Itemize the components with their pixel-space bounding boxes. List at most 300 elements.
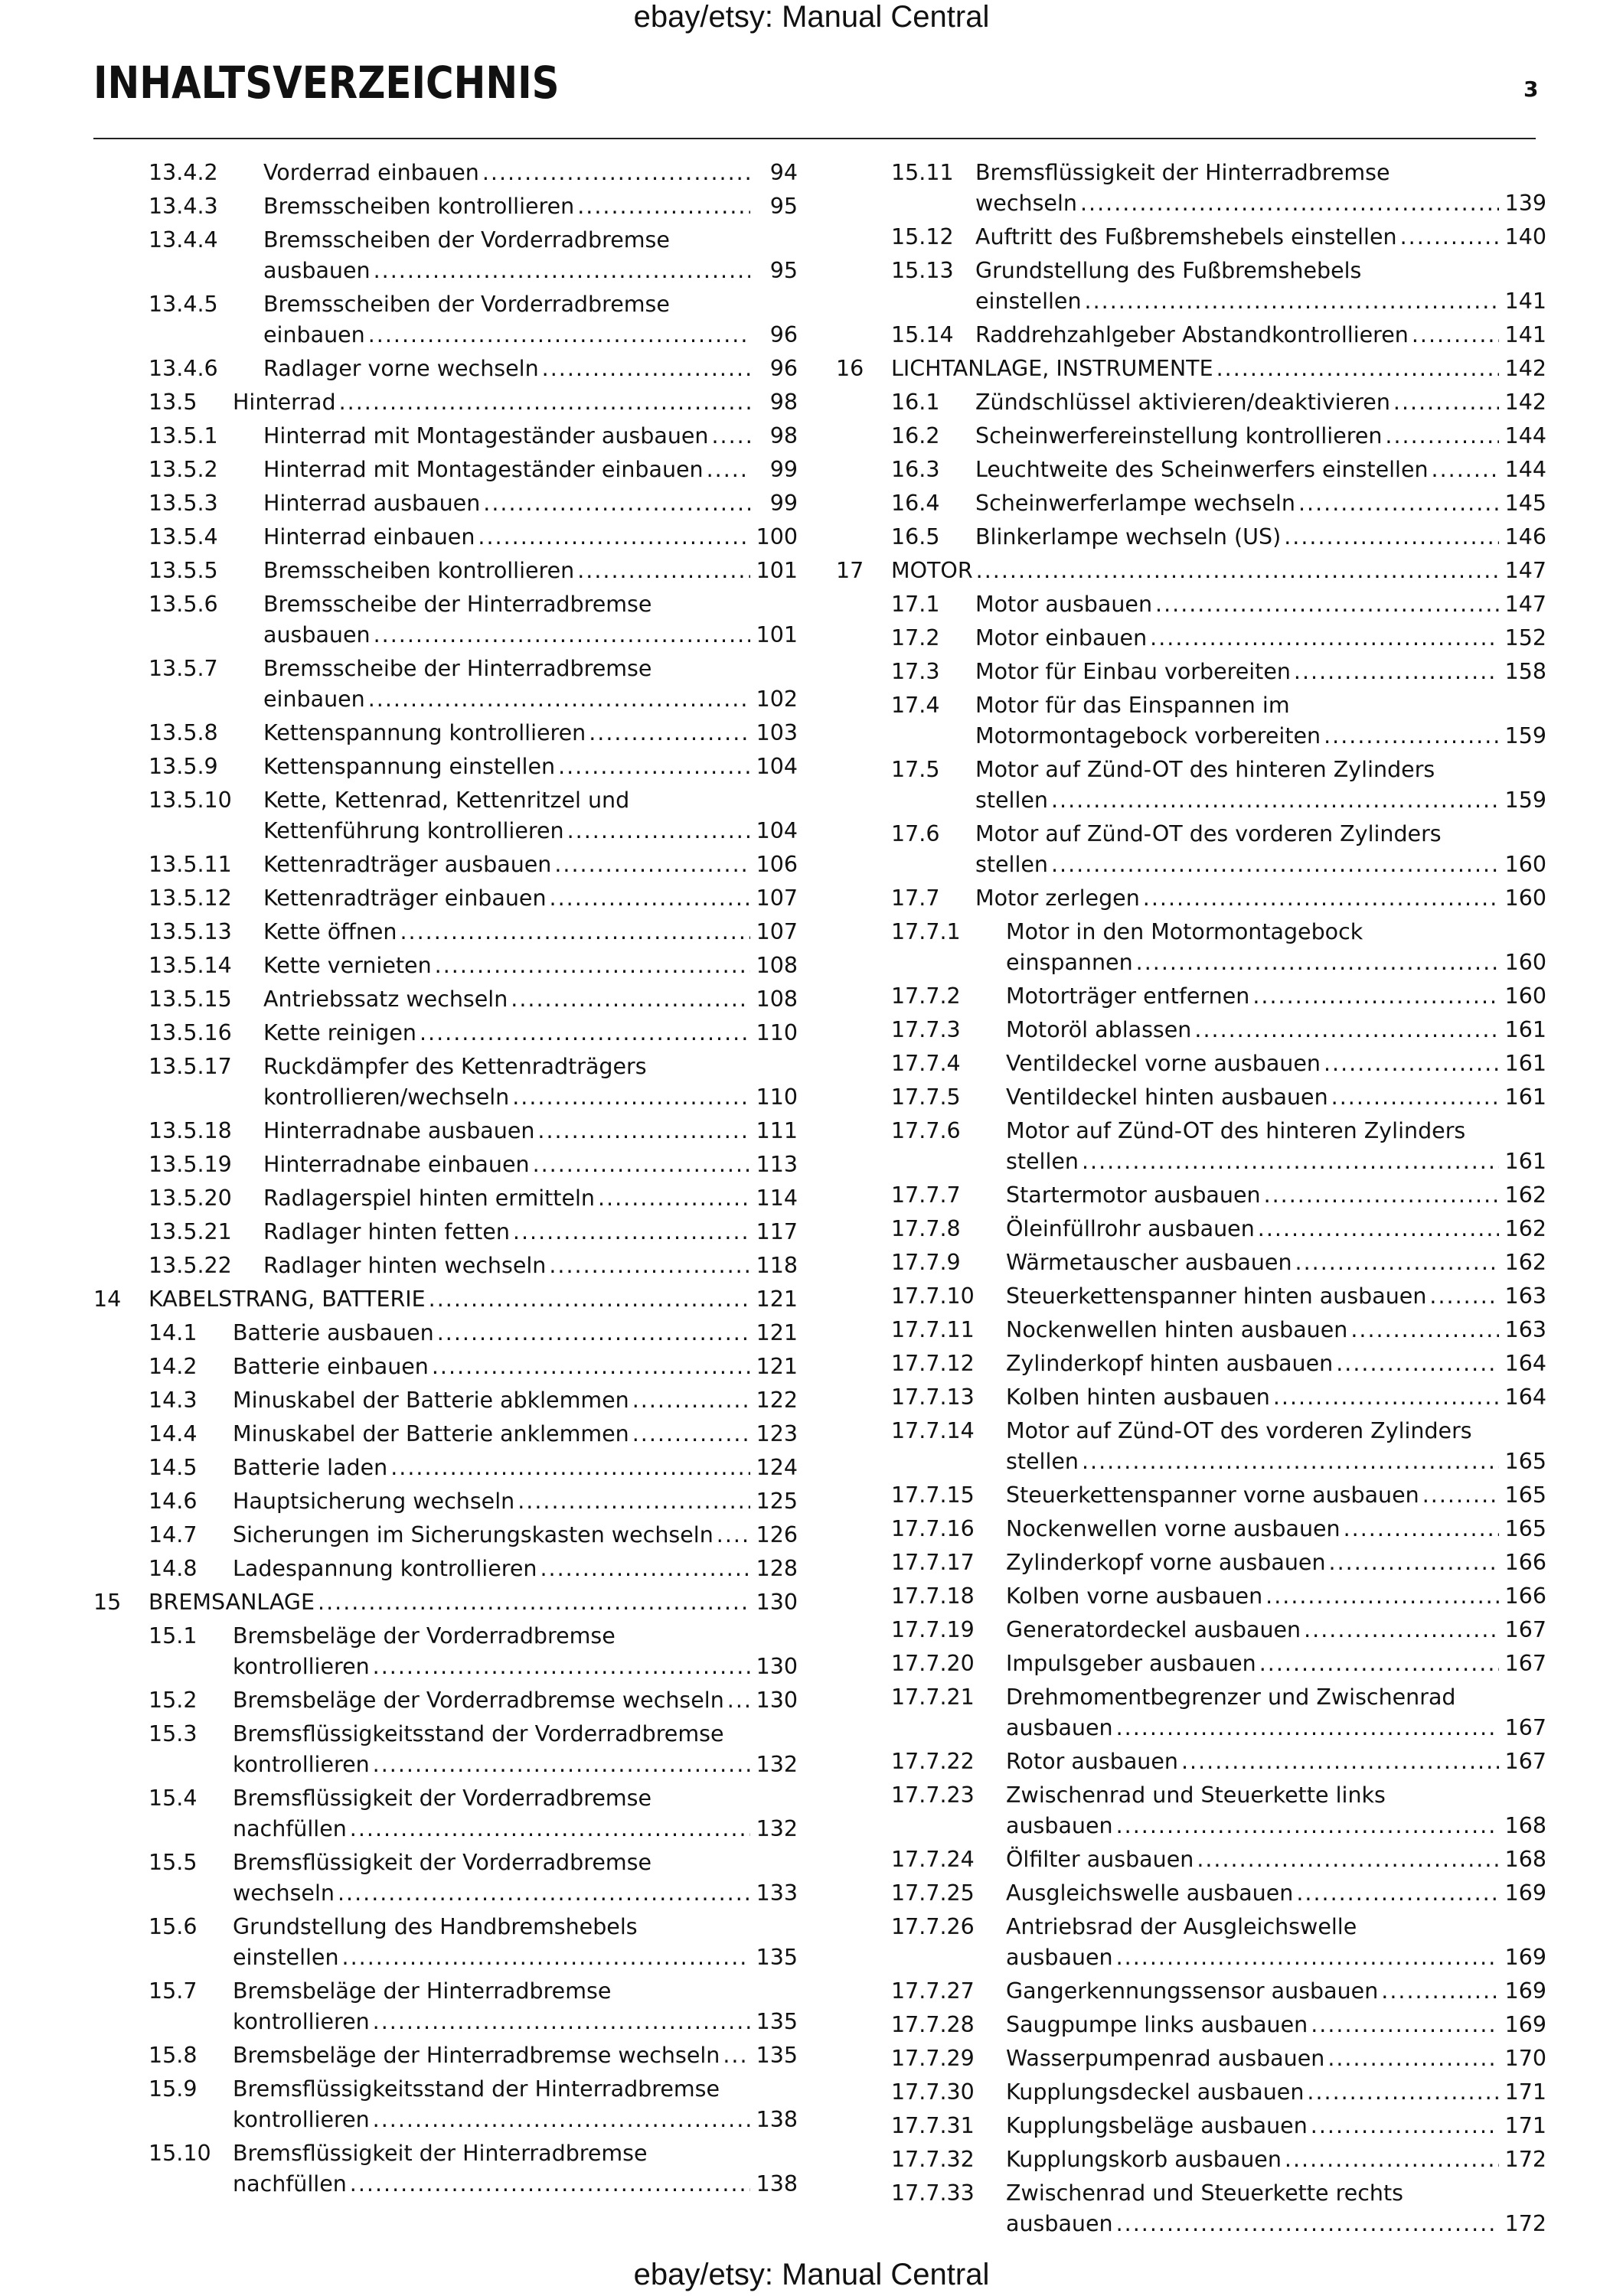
- toc-entry-page: 163: [1504, 1283, 1546, 1309]
- toc-entry-title-line: Bremsscheiben der Vorderradbremse: [263, 292, 670, 317]
- toc-entry-title-line: Kettenradträger ausbauen: [263, 852, 552, 877]
- toc-entry[interactable]: [836, 1116, 1546, 1177]
- toc-entry-number: 13.5.8: [149, 720, 218, 745]
- toc-entry-title-line: ausbauen: [263, 258, 371, 283]
- toc-entry-title-line: Grundstellung des Handbremshebels: [233, 1914, 638, 1939]
- toc-entry-title-line: Hinterrad: [233, 390, 336, 415]
- toc-entry-page: 96: [769, 356, 798, 381]
- toc-entry-title-line: Steuerkettenspanner hinten ausbauen: [1006, 1283, 1427, 1309]
- dot-leader: [598, 1183, 750, 1214]
- dot-leader: [1082, 1446, 1499, 1477]
- dot-leader: [1116, 1942, 1499, 1973]
- toc-entry[interactable]: [93, 1587, 798, 1618]
- toc-entry[interactable]: [836, 1615, 1546, 1645]
- dot-leader: [429, 1284, 750, 1315]
- toc-entry-title-line: Radlager hinten fetten: [263, 1219, 510, 1244]
- toc-entry-title-line: Bremsflüssigkeit der Vorderradbremse: [233, 1850, 651, 1875]
- toc-entry-title-line: einbauen: [263, 687, 365, 712]
- toc-entry[interactable]: [836, 387, 1546, 418]
- dot-leader: [1080, 188, 1499, 219]
- dot-leader: [374, 620, 750, 651]
- toc-entry-page: 130: [756, 1688, 798, 1713]
- toc-entry-page: 106: [756, 852, 798, 877]
- toc-entry[interactable]: [836, 354, 1546, 384]
- toc-entry[interactable]: [836, 1746, 1546, 1777]
- toc-entry[interactable]: [836, 1015, 1546, 1045]
- toc-entry[interactable]: [836, 1682, 1546, 1743]
- toc-entry-title-line: Nockenwellen hinten ausbauen: [1006, 1317, 1348, 1342]
- toc-entry[interactable]: [93, 387, 798, 418]
- toc-entry-number: 15.8: [149, 2043, 198, 2068]
- toc-entry-number: 13.5.5: [149, 558, 218, 583]
- toc-entry[interactable]: [93, 1018, 798, 1049]
- toc-entry-page: 169: [1504, 1880, 1546, 1906]
- toc-entry-number: 17.7.28: [891, 2012, 975, 2037]
- toc-entry[interactable]: [836, 1780, 1546, 1841]
- toc-entry-title-line: Wasserpumpenrad ausbauen: [1006, 2046, 1325, 2071]
- toc-entry[interactable]: [836, 1049, 1546, 1079]
- toc-entry-page: 169: [1504, 2012, 1546, 2037]
- toc-entry[interactable]: [836, 455, 1546, 485]
- dot-leader: [577, 556, 750, 586]
- dot-leader: [1085, 286, 1499, 317]
- toc-entry[interactable]: [93, 589, 798, 651]
- toc-entry[interactable]: [836, 2010, 1546, 2040]
- toc-entry[interactable]: [93, 1554, 798, 1584]
- toc-entry[interactable]: [93, 718, 798, 748]
- toc-entry-number: 15.9: [149, 2076, 198, 2102]
- toc-entry[interactable]: [93, 1419, 798, 1450]
- toc-entry[interactable]: [93, 917, 798, 947]
- toc-entry[interactable]: [836, 421, 1546, 452]
- toc-entry-number: 13.5.3: [149, 491, 218, 516]
- toc-entry[interactable]: [836, 981, 1546, 1012]
- toc-entry-title-line: Zwischenrad und Steuerkette rechts: [1006, 2180, 1403, 2206]
- toc-entry[interactable]: [93, 850, 798, 880]
- dot-leader: [512, 1082, 750, 1113]
- toc-entry[interactable]: [836, 1382, 1546, 1413]
- toc-entry[interactable]: [93, 1486, 798, 1517]
- toc-entry-number: 13.5.2: [149, 457, 218, 482]
- toc-entry[interactable]: [836, 1082, 1546, 1113]
- toc-entry-title-line: Kette öffnen: [263, 919, 397, 944]
- toc-entry[interactable]: [93, 984, 798, 1015]
- toc-entry-number: 13.5.15: [149, 987, 232, 1012]
- toc-entry-number: 14.4: [149, 1421, 198, 1446]
- toc-entry-number: 13.5.4: [149, 524, 218, 550]
- toc-entry[interactable]: [93, 158, 798, 188]
- dot-leader: [1336, 1349, 1499, 1379]
- toc-entry[interactable]: [93, 522, 798, 553]
- toc-entry-page: 95: [769, 258, 798, 283]
- page-title: INHALTSVERZEICHNIS: [93, 57, 560, 109]
- toc-entry[interactable]: [93, 1217, 798, 1247]
- toc-entry[interactable]: [93, 1453, 798, 1483]
- toc-entry[interactable]: [836, 1247, 1546, 1278]
- toc-entry-page: 104: [756, 754, 798, 779]
- toc-entry[interactable]: [836, 883, 1546, 914]
- toc-entry-title-line: Ölfilter ausbauen: [1006, 1847, 1194, 1872]
- toc-entry-title-line: ausbauen: [1006, 1715, 1113, 1740]
- toc-entry-title-line: Zylinderkopf hinten ausbauen: [1006, 1351, 1334, 1376]
- toc-entry-title-line: Blinkerlampe wechseln (US): [975, 524, 1282, 550]
- dot-leader: [632, 1385, 750, 1416]
- toc-entry[interactable]: [93, 1783, 798, 1844]
- toc-entry[interactable]: [836, 1214, 1546, 1244]
- toc-entry[interactable]: [93, 421, 798, 452]
- dot-leader: [554, 850, 750, 880]
- toc-entry[interactable]: [836, 2043, 1546, 2074]
- toc-entry[interactable]: [836, 589, 1546, 620]
- toc-entry[interactable]: [93, 1352, 798, 1382]
- toc-entry[interactable]: [93, 1976, 798, 2037]
- toc-entry[interactable]: [836, 1878, 1546, 1909]
- toc-entry-title-line: Kolben hinten ausbauen: [1006, 1384, 1270, 1410]
- toc-entry-number: 13.5: [149, 390, 198, 415]
- toc-entry[interactable]: [836, 623, 1546, 654]
- toc-entry-number: 13.5.1: [149, 423, 218, 448]
- dot-leader: [1344, 1514, 1499, 1544]
- dot-leader: [318, 1587, 750, 1618]
- toc-entry[interactable]: [93, 1318, 798, 1349]
- toc-entry-title-line: MOTOR: [891, 558, 973, 583]
- toc-entry-page: 162: [1504, 1216, 1546, 1241]
- toc-entry-title-line: Motoröl ablassen: [1006, 1017, 1192, 1042]
- toc-entry-title-line: stellen: [975, 788, 1048, 813]
- dot-leader: [1350, 1315, 1499, 1345]
- toc-entry-title-line: Motor einbauen: [975, 625, 1148, 651]
- toc-entry[interactable]: [836, 2077, 1546, 2108]
- toc-entry-number: 17.1: [891, 592, 940, 617]
- toc-entry-title-line: Bremsbeläge der Vorderradbremse wechseln: [233, 1688, 724, 1713]
- toc-entry-title-line: Motor auf Zünd-OT des hinteren Zylinders: [975, 757, 1435, 782]
- toc-entry-title-line: Scheinwerferlampe wechseln: [975, 491, 1295, 516]
- dot-leader: [482, 158, 750, 188]
- toc-entry-page: 113: [756, 1152, 798, 1177]
- toc-entry-number: 15: [93, 1590, 122, 1615]
- toc-entry-title-line: LICHTANLAGE, INSTRUMENTE: [891, 356, 1213, 381]
- toc-entry-page: 162: [1504, 1250, 1546, 1275]
- dot-leader: [1296, 1878, 1499, 1909]
- toc-entry-page: 169: [1504, 1978, 1546, 2004]
- toc-entry-title-line: ausbauen: [263, 622, 371, 647]
- toc-entry-title-line: Leuchtweite des Scheinwerfers einstellen: [975, 457, 1429, 482]
- toc-entry-number: 17.7.15: [891, 1482, 975, 1508]
- toc-entry-number: 13.5.7: [149, 656, 218, 681]
- toc-entry-title-line: Motor für das Einspannen im: [975, 693, 1290, 718]
- toc-entry-title-line: Radlager hinten wechseln: [263, 1253, 547, 1278]
- toc-entry-title-line: Batterie ausbauen: [233, 1320, 434, 1345]
- toc-entry[interactable]: [836, 256, 1546, 317]
- toc-entry-page: 132: [756, 1752, 798, 1777]
- toc-entry-title-line: Hinterrad einbauen: [263, 524, 475, 550]
- toc-entry-number: 17.7.27: [891, 1978, 975, 2004]
- dot-leader: [1259, 1649, 1499, 1679]
- toc-entry[interactable]: [93, 2074, 798, 2135]
- toc-entry-page: 146: [1504, 524, 1546, 550]
- toc-entry-page: 161: [1504, 1051, 1546, 1076]
- toc-column-right: [836, 158, 1546, 2242]
- toc-entry-number: 17.2: [891, 625, 940, 651]
- toc-entry[interactable]: [836, 657, 1546, 687]
- toc-entry[interactable]: [836, 1281, 1546, 1312]
- dot-leader: [1422, 1480, 1499, 1511]
- toc-column-left: [93, 158, 798, 2203]
- toc-entry-title-line: Hauptsicherung wechseln: [233, 1489, 515, 1514]
- toc-entry[interactable]: [93, 354, 798, 384]
- dot-leader: [549, 1251, 750, 1281]
- dot-leader: [723, 2040, 750, 2071]
- dot-leader: [1311, 2111, 1499, 2141]
- toc-entry[interactable]: [836, 1480, 1546, 1511]
- dot-leader: [374, 256, 750, 286]
- toc-entry[interactable]: [836, 320, 1546, 351]
- toc-entry-page: 171: [1504, 2113, 1546, 2138]
- toc-entry-page: 142: [1504, 390, 1546, 415]
- toc-entry-title-line: Motor auf Zünd-OT des vorderen Zylinders: [975, 821, 1442, 846]
- toc-entry[interactable]: [93, 1685, 798, 1716]
- toc-entry-number: 13.5.21: [149, 1219, 232, 1244]
- toc-entry[interactable]: [93, 654, 798, 715]
- toc-entry[interactable]: [836, 556, 1546, 586]
- toc-entry[interactable]: [93, 1912, 798, 1973]
- toc-entry-page: 142: [1504, 356, 1546, 381]
- toc-entry-title-line: Kupplungsbeläge ausbauen: [1006, 2113, 1308, 2138]
- dot-leader: [976, 556, 1499, 586]
- toc-entry-page: 147: [1504, 558, 1546, 583]
- toc-entry[interactable]: [836, 1315, 1546, 1345]
- toc-entry-title-line: Scheinwerfereinstellung kontrollieren: [975, 423, 1383, 448]
- toc-entry-page: 130: [756, 1654, 798, 1679]
- toc-entry[interactable]: [93, 556, 798, 586]
- toc-entry[interactable]: [836, 1180, 1546, 1211]
- toc-entry[interactable]: [93, 1719, 798, 1780]
- toc-entry-title-line: Steuerkettenspanner vorne ausbauen: [1006, 1482, 1419, 1508]
- toc-entry-page: 172: [1504, 2147, 1546, 2172]
- toc-entry-number: 17.7.31: [891, 2113, 975, 2138]
- toc-entry[interactable]: [93, 1848, 798, 1909]
- toc-entry[interactable]: [836, 1844, 1546, 1875]
- toc-entry[interactable]: [836, 1976, 1546, 2007]
- toc-entry[interactable]: [93, 951, 798, 981]
- toc-entry[interactable]: [93, 1183, 798, 1214]
- dot-leader: [437, 1318, 750, 1349]
- dot-leader: [350, 2169, 750, 2200]
- toc-entry-number: 17.7.9: [891, 1250, 961, 1275]
- toc-entry-title-line: Antriebsrad der Ausgleichswelle: [1006, 1914, 1357, 1939]
- toc-entry-title-line: Vorderrad einbauen: [263, 160, 479, 185]
- toc-entry-page: 171: [1504, 2079, 1546, 2105]
- toc-entry-number: 17.7.24: [891, 1847, 975, 1872]
- dot-leader: [1116, 1811, 1499, 1841]
- toc-entry[interactable]: [836, 1548, 1546, 1578]
- dot-leader: [373, 1750, 750, 1780]
- dot-leader: [632, 1419, 750, 1450]
- toc-entry-page: 147: [1504, 592, 1546, 617]
- dot-leader: [1381, 1976, 1499, 2007]
- toc-entry[interactable]: [93, 289, 798, 351]
- toc-entry-page: 165: [1504, 1449, 1546, 1474]
- dot-leader: [1285, 2144, 1499, 2175]
- toc-entry-number: 13.5.20: [149, 1186, 232, 1211]
- toc-entry[interactable]: [836, 755, 1546, 816]
- toc-entry[interactable]: [836, 1514, 1546, 1544]
- toc-entry[interactable]: [836, 1912, 1546, 1973]
- toc-entry-title-line: Bremsflüssigkeitsstand der Vorderradbremse: [233, 1721, 724, 1746]
- toc-entry-title-line: wechseln: [975, 191, 1077, 216]
- dot-leader: [1155, 589, 1499, 620]
- toc-entry-page: 111: [756, 1118, 798, 1143]
- toc-entry-number: 17.7.17: [891, 1550, 975, 1575]
- dot-leader: [727, 1685, 750, 1716]
- toc-entry-title-line: Bremsflüssigkeit der Hinterradbremse: [233, 2141, 648, 2166]
- dot-leader: [483, 488, 750, 519]
- toc-entry-title-line: Ventildeckel vorne ausbauen: [1006, 1051, 1321, 1076]
- toc-entry[interactable]: [93, 1251, 798, 1281]
- toc-entry-title-line: Drehmomentbegrenzer und Zwischenrad: [1006, 1684, 1456, 1710]
- toc-entry[interactable]: [93, 455, 798, 485]
- toc-entry-page: 128: [756, 1556, 798, 1581]
- toc-entry[interactable]: [93, 488, 798, 519]
- dot-leader: [1324, 1049, 1499, 1079]
- toc-entry[interactable]: [93, 225, 798, 286]
- dot-leader: [537, 1116, 750, 1146]
- toc-entry[interactable]: [93, 1621, 798, 1682]
- toc-entry-page: 167: [1504, 1651, 1546, 1676]
- toc-entry[interactable]: [93, 1116, 798, 1146]
- toc-entry[interactable]: [93, 2040, 798, 2071]
- toc-entry-number: 14: [93, 1287, 122, 1312]
- toc-entry-title-line: Zwischenrad und Steuerkette links: [1006, 1782, 1386, 1808]
- toc-entry-title-line: Motor für Einbau vorbereiten: [975, 659, 1291, 684]
- toc-entry-number: 17.7.3: [891, 1017, 961, 1042]
- toc-entry[interactable]: [93, 785, 798, 846]
- toc-entry[interactable]: [836, 1349, 1546, 1379]
- toc-entry-page: 138: [756, 2171, 798, 2197]
- toc-entry[interactable]: [836, 522, 1546, 553]
- toc-entry-page: 168: [1504, 1847, 1546, 1872]
- toc-entry[interactable]: [836, 2178, 1546, 2239]
- toc-entry[interactable]: [93, 752, 798, 782]
- toc-entry-number: 17.7.6: [891, 1118, 961, 1143]
- toc-entry-page: 101: [756, 622, 798, 647]
- toc-entry-page: 122: [756, 1388, 798, 1413]
- toc-entry-page: 161: [1504, 1149, 1546, 1174]
- toc-entry-number: 17.7.14: [891, 1418, 975, 1443]
- toc-entry[interactable]: [93, 1052, 798, 1113]
- toc-entry[interactable]: [836, 819, 1546, 880]
- dot-leader: [368, 684, 750, 715]
- toc-entry-page: 107: [756, 919, 798, 944]
- toc-entry-title-line: Wärmetauscher ausbauen: [1006, 1250, 1292, 1275]
- toc-entry[interactable]: [836, 2144, 1546, 2175]
- toc-entry-page: 135: [756, 2009, 798, 2034]
- toc-entry-title-line: kontrollieren: [233, 1752, 370, 1777]
- toc-entry-title-line: BREMSANLAGE: [149, 1590, 315, 1615]
- toc-entry[interactable]: [93, 191, 798, 222]
- toc-entry-number: 14.5: [149, 1455, 198, 1480]
- toc-entry[interactable]: [836, 222, 1546, 253]
- toc-entry-page: 141: [1504, 322, 1546, 347]
- toc-entry-number: 17.7.19: [891, 1617, 975, 1642]
- dot-leader: [435, 951, 750, 981]
- toc-entry-title-line: Minuskabel der Batterie abklemmen: [233, 1388, 629, 1413]
- toc-entry-number: 13.4.5: [149, 292, 218, 317]
- dot-leader: [350, 1814, 750, 1844]
- toc-entry[interactable]: [836, 1649, 1546, 1679]
- toc-entry-page: 108: [756, 953, 798, 978]
- toc-entry-title-line: Hinterradnabe einbauen: [263, 1152, 530, 1177]
- toc-entry[interactable]: [93, 883, 798, 914]
- toc-entry-page: 110: [756, 1084, 798, 1110]
- dot-leader: [400, 917, 750, 947]
- toc-entry-number: 14.3: [149, 1388, 198, 1413]
- toc-entry-title-line: kontrollieren: [233, 2107, 370, 2132]
- toc-entry-number: 17.7.32: [891, 2147, 975, 2172]
- toc-entry-number: 13.5.6: [149, 592, 218, 617]
- toc-entry-title-line: Kettenradträger einbauen: [263, 885, 547, 911]
- dot-leader: [1429, 1281, 1499, 1312]
- toc-entry-title-line: Grundstellung des Fußbremshebels: [975, 258, 1362, 283]
- dot-leader: [589, 718, 750, 748]
- toc-entry-number: 14.2: [149, 1354, 198, 1379]
- toc-entry-number: 17.7.5: [891, 1084, 961, 1110]
- toc-entry-page: 159: [1504, 723, 1546, 748]
- toc-entry-title-line: Bremsflüssigkeit der Vorderradbremse: [233, 1786, 651, 1811]
- toc-entry-title-line: Motor auf Zünd-OT des vorderen Zylinders: [1006, 1418, 1472, 1443]
- toc-entry-number: 15.11: [891, 160, 954, 185]
- toc-entry[interactable]: [836, 1581, 1546, 1612]
- toc-entry-number: 17.7.4: [891, 1051, 961, 1076]
- toc-entry[interactable]: [93, 1385, 798, 1416]
- toc-entry-page: 161: [1504, 1084, 1546, 1110]
- toc-entry-title-line: ausbauen: [1006, 2211, 1113, 2236]
- toc-entry-title-line: Ladespannung kontrollieren: [233, 1556, 537, 1581]
- toc-entry-title-line: Kupplungskorb ausbauen: [1006, 2147, 1282, 2172]
- toc-entry[interactable]: [836, 1416, 1546, 1477]
- dot-leader: [1412, 320, 1499, 351]
- toc-entry[interactable]: [93, 1150, 798, 1180]
- toc-entry-page: 166: [1504, 1550, 1546, 1575]
- toc-entry-number: 17.7.16: [891, 1516, 975, 1541]
- toc-entry-title-line: Bremsbeläge der Hinterradbremse: [233, 1978, 612, 2004]
- toc-entry[interactable]: [836, 690, 1546, 752]
- dot-leader: [1264, 1180, 1499, 1211]
- toc-entry-number: 13.4.3: [149, 194, 218, 219]
- toc-entry-page: 132: [756, 1816, 798, 1841]
- toc-entry-number: 13.4.6: [149, 356, 218, 381]
- toc-entry-number: 15.6: [149, 1914, 198, 1939]
- toc-entry[interactable]: [93, 1284, 798, 1315]
- toc-entry[interactable]: [836, 158, 1546, 219]
- dot-leader: [1051, 785, 1499, 816]
- toc-entry-title-line: Kettenführung kontrollieren: [263, 818, 564, 843]
- dot-leader: [1304, 1615, 1499, 1645]
- toc-entry[interactable]: [836, 488, 1546, 519]
- toc-entry-number: 17.7.13: [891, 1384, 975, 1410]
- toc-entry-title-line: Motor ausbauen: [975, 592, 1153, 617]
- toc-entry-number: 16.2: [891, 423, 940, 448]
- toc-entry[interactable]: [93, 2138, 798, 2200]
- toc-entry[interactable]: [836, 2111, 1546, 2141]
- toc-entry-title-line: Gangerkennungssensor ausbauen: [1006, 1978, 1379, 2004]
- toc-entry-page: 172: [1504, 2211, 1546, 2236]
- toc-entry[interactable]: [93, 1520, 798, 1551]
- toc-entry-title-line: KABELSTRANG, BATTERIE: [149, 1287, 426, 1312]
- toc-entry[interactable]: [836, 917, 1546, 978]
- toc-entry-title-line: Antriebssatz wechseln: [263, 987, 508, 1012]
- toc-entry-title-line: Sicherungen im Sicherungskasten wechseln: [233, 1522, 714, 1548]
